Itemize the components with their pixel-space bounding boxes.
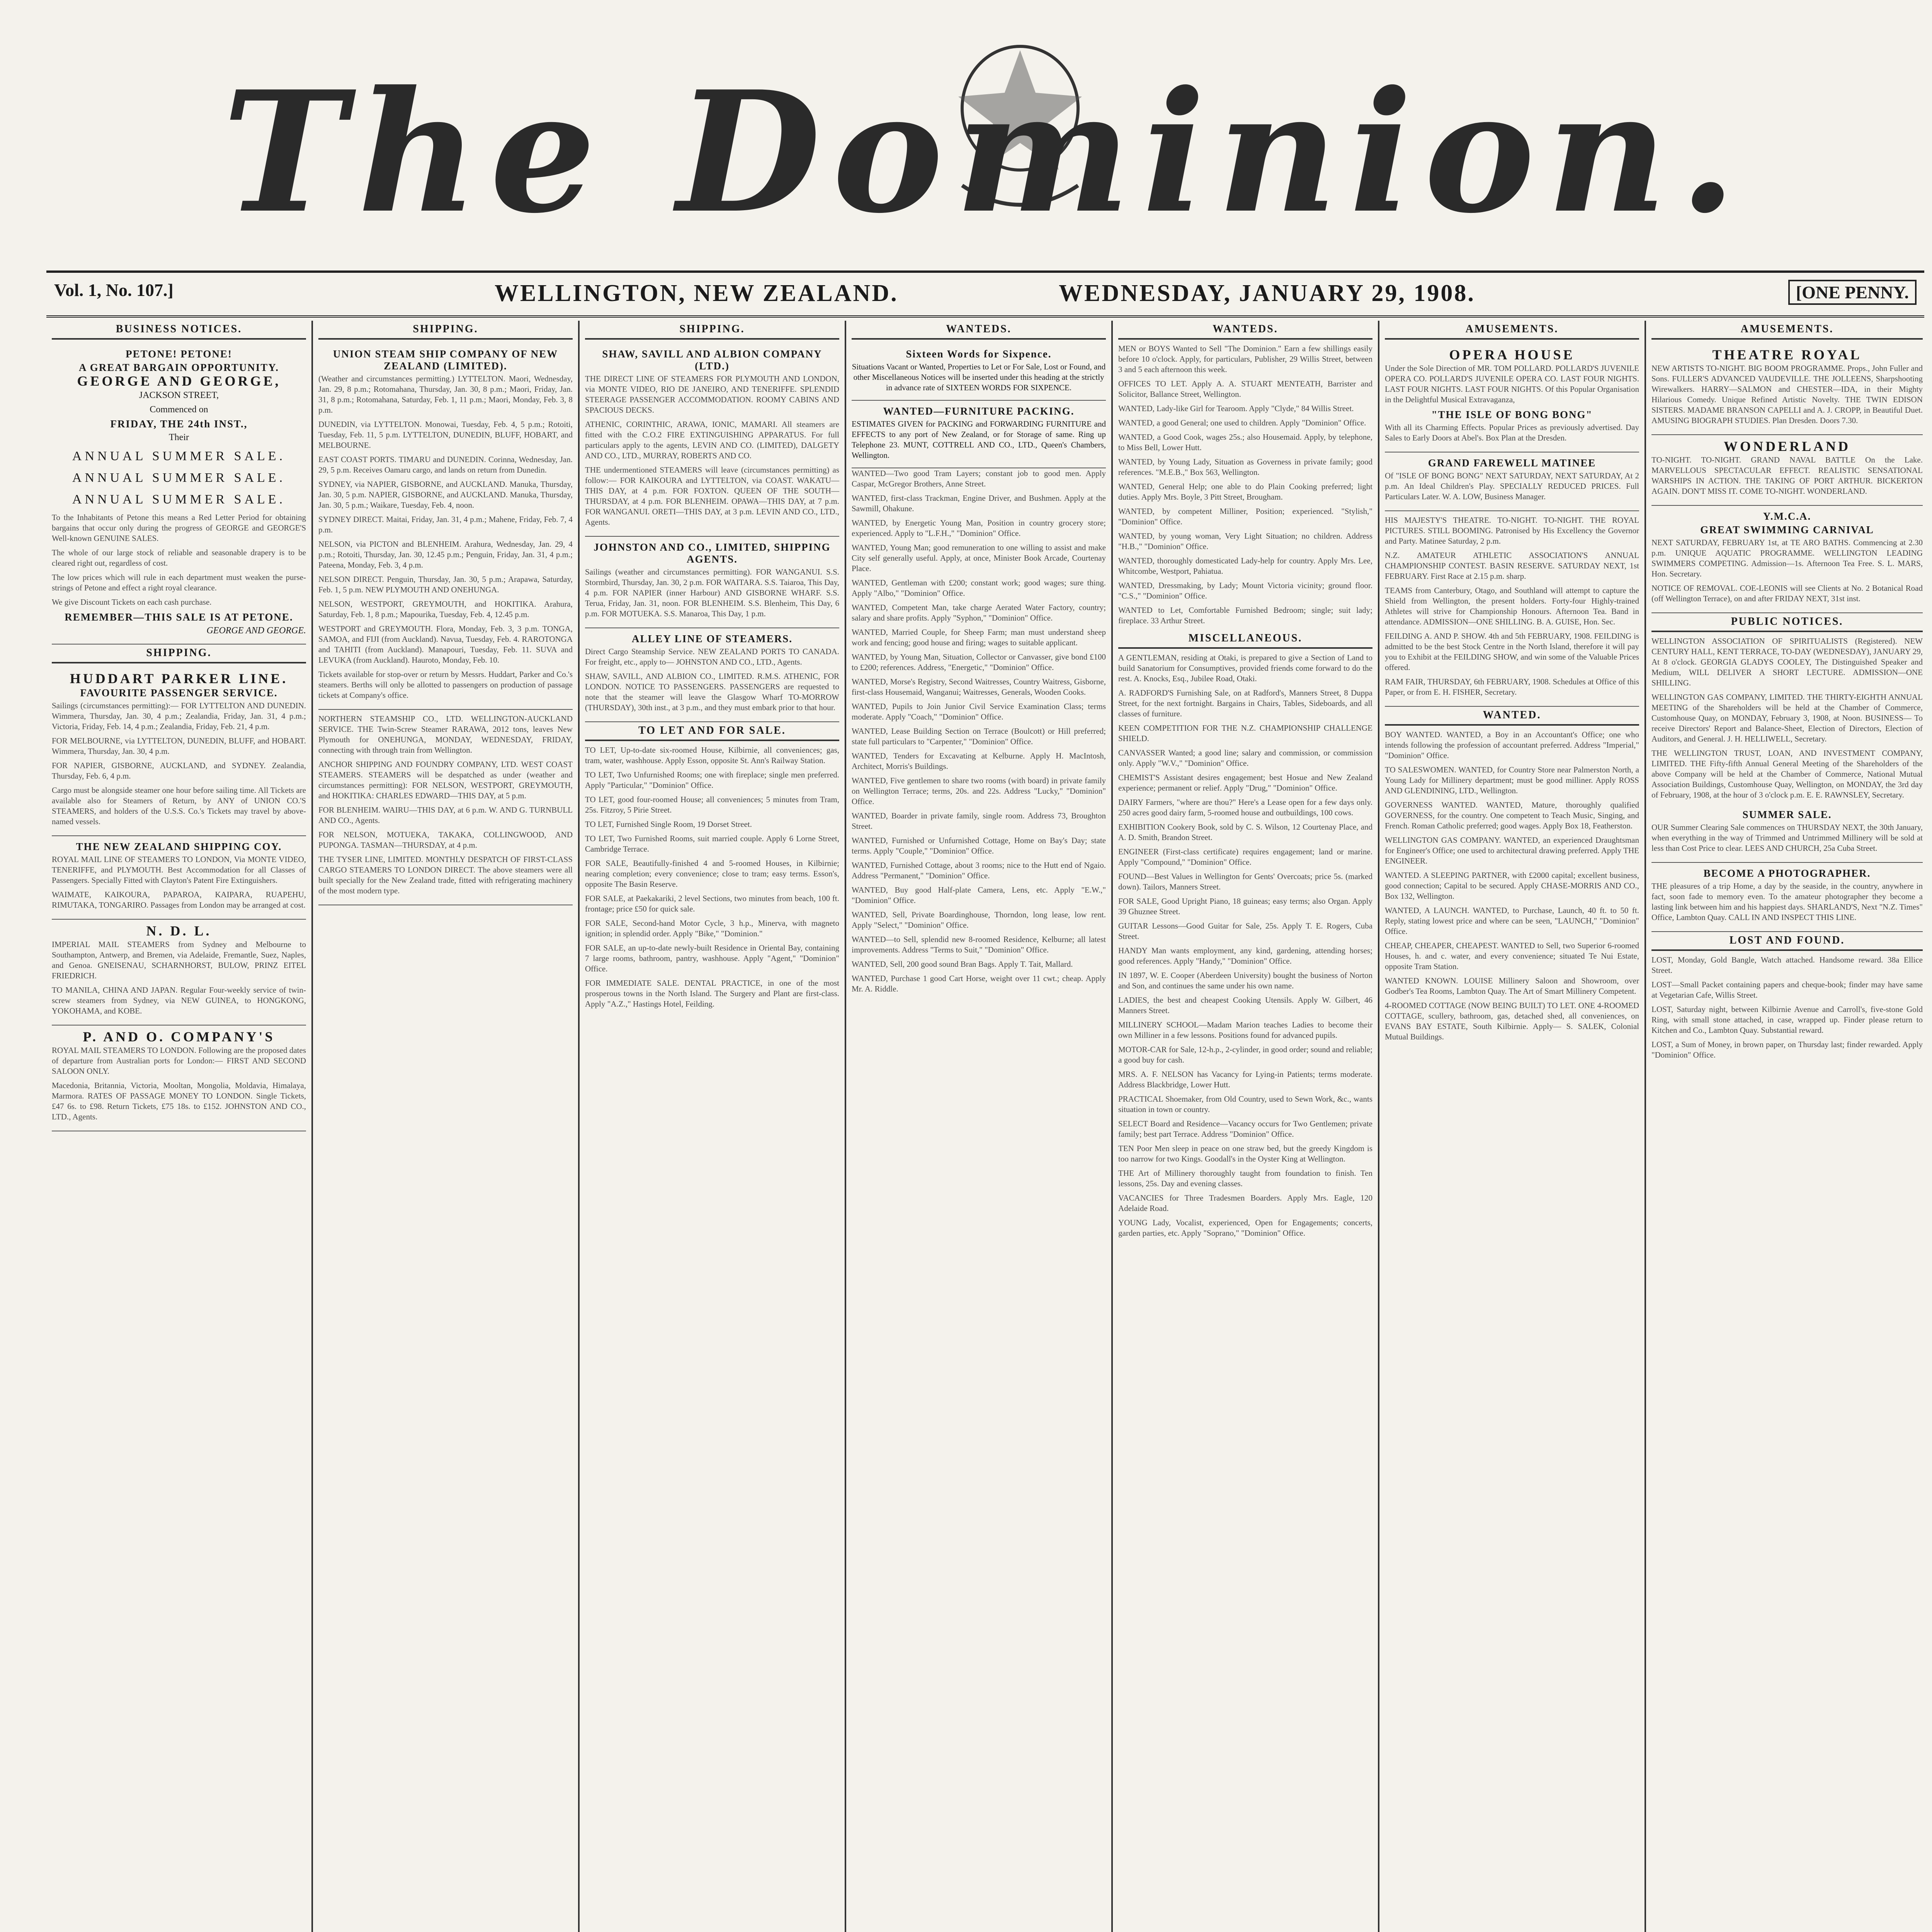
ndl-title: N. D. L. <box>146 923 212 939</box>
furniture-packing-heading: WANTED—FURNITURE PACKING. <box>883 405 1075 417</box>
johnston-title: JOHNSTON AND CO., LIMITED, SHIPPING AGENTS. <box>594 541 831 565</box>
ymca-text: NEXT SATURDAY, FEBRUARY 1st, at TE ARO BATHS. Commencing at 2.30 p.m. UNIQUE AQUATIC PROGRAMME. WELLINGTON LEADING SWIMMERS COMPETING. Admission—1s. Afternoon Tea Free. S. L. MARS, Hon. Secretary. NOTICE OF REMOVAL. COE-LEONIS will see Clients at No. 2 Botanical Road (off Wellington Terrace), on and after FRIDAY NEXT, 31st inst. <box>1651 538 1923 603</box>
summer-sale-col7-advert <box>1651 804 1923 863</box>
george-title: GEORGE AND GEORGE, <box>77 373 281 389</box>
opera-house-title: OPERA HOUSE <box>1449 347 1575 362</box>
to-let-listings: TO LET, Up-to-date six-roomed House, Kilbirnie, all conveniences; gas, tram, water, washhouse. Apply Esson, opposite St. Ann's Railway Station. TO LET, Two Unfurnished Rooms; one with fireplace; single men preferred. Apply "Particular," "Dominion" Office. TO LET, good four-roomed House; all conveniences; 5 minutes from Tram, 25s. Fitzroy, 5 Pirie Street. TO LET, Furnished Single Room, 19 Dorset Street. TO LET, Two Furnished Rooms, suit married couple. Apply 6 Lorne Street, Cambridge Terrace. FOR SALE, Beautifully-finished 4 and 5-roomed Houses, in Kilbirnie; nearing completion; every convenience; close to tram; easy terms. Esson's, opposite The Basin Reserve. FOR SALE, at Paekakariki, 2 level Sections, two minutes from beach, 100 ft. frontage; price £50 for quick sale. FOR SALE, Second-hand Motor Cycle, 3 h.p., Minerva, with magneto ignition; in splendid order. Apply "Bike," "Dominion." FOR SALE, an up-to-date newly-built Residence in Oriental Bay, containing 7 large rooms, bathroom, pantry, washhouse. Apply "Agent," "Dominion" Office. FOR IMMEDIATE SALE. DENTAL PRACTICE, in one of the most prosperous towns in the North Island. The Surgery and Plant are first-class. Apply "A.Z.," Hastings Hotel, Feilding. <box>585 745 839 1009</box>
huddart-title: HUDDART PARKER LINE. <box>70 671 288 686</box>
johnston-advert <box>585 537 839 628</box>
grand-farewell-title: GRAND FAREWELL MATINEE <box>1428 457 1596 469</box>
photographer-advert <box>1651 863 1923 932</box>
remember-line: REMEMBER—THIS SALE IS AT PETONE. <box>65 611 293 623</box>
alley-title: ALLEY LINE OF STEAMERS. <box>631 633 793 645</box>
advert-body-text: To the Inhabitants of Petone this means a Red Letter Period for obtaining bargains that occur only during the progress of GEORGE and GEORGE'S Well-known GENUINE SALES. The whole of our large stock of reliable and seasonable drapery is to be cleared right out, regardless of cost. The low prices which will rule in each department must weaken the purse-strings of Petone and effect a right royal clearance. We give Discount Tickets on each cash purchase. <box>52 513 306 607</box>
union-sailings-text: (Weather and circumstances permitting.) LYTTELTON. Maori, Wednesday, Jan. 29, 8 p.m.; Rotomahana, Thursday, Jan. 30, 8 p.m.; Maori, Friday, Jan. 31, 8 p.m.; Rotomahana, Saturday, Feb. 1, 11 p.m.; Maori, Monday, Feb. 3, 8 p.m. DUNEDIN, via LYTTELTON. Monowai, Tuesday, Feb. 4, 5 p.m.; Rotoiti, Tuesday, Feb. 11, 5 p.m. LYTTELTON, DUNEDIN, BLUFF, HOBART, and MELBOURNE. EAST COAST PORTS. TIMARU and DUNEDIN. Corinna, Wednesday, Jan. 29, 5 p.m. Receives Oamaru cargo, and lands on return from Dunedin. SYDNEY, via NAPIER, GISBORNE, and AUCKLAND. Manuka, Thursday, Jan. 30, 5 p.m. NAPIER, GISBORNE, and AUCKLAND. Manuka, Thursday, Jan. 30, 5 p.m.; Waikare, Tuesday, Feb. 4, noon. SYDNEY DIRECT. Maitai, Friday, Jan. 31, 4 p.m.; Mahene, Friday, Feb. 7, 4 p.m. NELSON, via PICTON and BLENHEIM. Arahura, Wednesday, Jan. 29, 4 p.m.; Rotoiti, Thursday, Jan. 30, 12.45 p.m.; Penguin, Friday, Jan. 31, 4 p.m.; Pateena, Monday, Feb. 3, 4 p.m. NELSON DIRECT. Penguin, Thursday, Jan. 30, 5 p.m.; Arapawa, Saturday, Feb. 1, 5 p.m. NEW PLYMOUTH AND ONEHUNGA. NELSON, WESTPORT, GREYMOUTH, and HOKITIKA. Arahura, Saturday, Feb. 1, 8 p.m.; Mapourika, Tuesday, Feb. 4, 12.45 p.m. WESTPORT and GREYMOUTH. Flora, Monday, Feb. 3, 3 p.m. TONGA, SAMOA, and FIJI (from Auckland). Navua, Tuesday, Feb. 4. RAROTONGA and TAHITI (from Auckland). Manapouri, Tuesday, Feb. 11. SUVA and LEVUKA (from Auckland). Hauroto, Monday, Feb. 10. Tickets available for stop-over or return by Messrs. Huddart, Parker and Co.'s steamers. Berths will only be allotted to passengers on production of passage tickets at Company's office. <box>318 374 573 700</box>
george-date: FRIDAY, THE 24th INST., <box>110 418 248 430</box>
grand-farewell-advert <box>1385 452 1639 511</box>
isle-bong-line: "THE ISLE OF BONG BONG" <box>1431 409 1593 420</box>
masthead <box>46 23 1924 263</box>
george-signature: GEORGE AND GEORGE. <box>206 626 306 636</box>
summer-sale-col7-title: SUMMER SALE. <box>1742 809 1832 820</box>
public-notices-heading: PUBLIC NOTICES. <box>1651 613 1923 632</box>
shaw-savill-advert <box>585 344 839 537</box>
column-business-notices <box>46 321 313 1932</box>
pando-title: P. AND O. COMPANY'S <box>83 1029 275 1044</box>
wonderland-text: TO-NIGHT. TO-NIGHT. GRAND NAVAL BATTLE On the Lake. MARVELLOUS SPECTACULAR EFFECT. REALISTIC SENSATIONAL WARSHIPS IN ACTION. THE TAKING OF PORT ARTHUR. BICKERTON AGAIN. DON'T MISS IT. COME TO-NIGHT. WONDERLAND. <box>1651 455 1923 496</box>
column-heading: AMUSEMENTS. <box>1651 321 1923 340</box>
column-wanteds-2 <box>1113 321 1379 1932</box>
issue-date: WEDNESDAY, JANUARY 29, 1908. <box>1059 280 1475 306</box>
summer-sale-line-3: ANNUAL SUMMER SALE. <box>72 492 286 507</box>
wanted-col6-listings: BOY WANTED. WANTED, a Boy in an Accountant's Office; one who intends following the profession of accountant preferred. Address "Imperial," "Dominion" Office. TO SALESWOMEN. WANTED, for Country Store near Palmerston North, a Young Lady for Millinery department; must be good milliner. Apply ROSS AND GLENDINING, LTD., Wellington. GOVERNESS WANTED. WANTED, Mature, thoroughly qualified GOVERNESS, for the country. One competent to Teach Music, Singing, and French. Roman Catholic preferred; good wages. Apply Box 18, Featherston. WELLINGTON GAS COMPANY. WANTED, an experienced Draughtsman for Engineer's Office; one used to architectural drawing preferred. Apply THE ENGINEER. WANTED. A SLEEPING PARTNER, with £2000 capital; excellent business, good connection; Capital to be secured. Apply CHASE-MORRIS AND CO., Box 132, Wellington. WANTED, A LAUNCH. WANTED, to Purchase, Launch, 40 ft. to 50 ft. Reply, stating lowest price and where can be seen, "LAUNCH," "Dominion" Office. CHEAP, CHEAPER, CHEAPEST. WANTED to Sell, two Superior 6-roomed Houses, h. and c. water, and every convenience; situated Te Nui Estate, opposite Tram Station. WANTED KNOWN. LOUISE Millinery Saloon and Showroom, over Godber's Tea Rooms, Lambton Quay. The Art of Smart Millinery Competent. 4-ROOMED COTTAGE (NOW BEING BUILT) TO LET. ONE 4-ROOMED COTTAGE, scullery, bathroom, gas, detached shed, all conveniences, on EVANS BAY ESTATE, South Kilbirnie. Apply— S. SALEK, Colonial Mutual Buildings. <box>1385 730 1639 1041</box>
union-steam-ship-advert <box>318 344 573 710</box>
furniture-packing-advert <box>852 401 1106 468</box>
nz-shipping-advert <box>52 836 306 920</box>
wanted-rates-text: Situations Vacant or Wanted, Properties to Let or For Sale, Lost or Found, and other Miscellaneous Notices will be inserted under this heading at the strictly in advance rate of SIXTEEN WORDS FOR SIXPENCE. <box>852 362 1106 392</box>
ndl-advert <box>52 920 306 1026</box>
lost-found-text: LOST, Monday, Gold Bangle, Watch attached. Handsome reward. 38a Ellice Street. LOST—Small Packet containing papers and cheque-book; finder may have same at Vegetarian Cafe, Willis Street. LOST, Saturday night, between Kilbirnie Avenue and Carroll's, five-stone Gold Ring, with small stone attached, in case, wrapped up. Finder please return to Kitchen and Co., Lambton Quay. Substantial reward. LOST, a Sum of Money, in brown paper, on Thursday last; finder rewarded. Apply "Dominion" Office. <box>1651 955 1923 1060</box>
ndl-text: IMPERIAL MAIL STEAMERS from Sydney and Melbourne to Southampton, Antwerp, and Bremen, via Adelaide, Fremantle, Suez, Naples, and Genoa. GNEISENAU, SCHARNHORST, BULOW, PRINZ EITEL FRIEDRICH. TO MANILA, CHINA AND JAPAN. Regular Four-weekly service of twin-screw steamers from Sydney, via NEW GUINEA, to HONGKONG, YOKOHAMA, and KOBE. <box>52 940 306 1015</box>
pando-text: ROYAL MAIL STEAMERS TO LONDON. Following are the proposed dates of departure from Australian ports for London:— FIRST AND SECOND SALOON ONLY. Macedonia, Britannia, Victoria, Mooltan, Mongolia, Moldavia, Himalaya, Marmora. RATES OF PASSAGE MONEY TO LONDON. Single Tickets, £47 6s. to £98. Return Tickets, £75 18s. to £152. JOHNSTON AND CO., LTD., Agents. <box>52 1046 306 1121</box>
opera-house-text-2: With all its Charming Effects. Popular Prices as previously advertised. Day Sales to Early Doors at Abel's. Box Plan at the Dresden. <box>1385 423 1639 442</box>
photographer-title: BECOME A PHOTOGRAPHER. <box>1703 867 1871 879</box>
huddart-sailings-text: Sailings (circumstances permitting):— FOR LYTTELTON AND DUNEDIN. Wimmera, Thursday, Jan. 30, 4 p.m.; Zealandia, Friday, Jan. 31, 4 p.m.; Victoria, Friday, Feb. 14, 4 p.m.; Zealandia, Friday, Feb. 21, 4 p.m. FOR MELBOURNE, via LYTTELTON, DUNEDIN, BLUFF, and HOBART. Wimmera, Thursday, Jan. 30, 4 p.m. FOR NAPIER, GISBORNE, AUCKLAND, and SYDNEY. Zealandia, Thursday, Feb. 6, 4 p.m. Cargo must be alongside steamer one hour before sailing time. All Tickets are available also for Steamers of Return, by ANY of UNION CO.'S STEAMERS, and holders of the U.S.S. Co.'s Tickets may travel by above-named vessels. <box>52 701 306 826</box>
alley-line-advert <box>585 628 839 722</box>
furniture-packing-text: ESTIMATES GIVEN for PACKING and FORWARDING FURNITURE and EFFECTS to any port of New Zealand, or for Storage of same. Ring up Telephone 23. MUNT, COTTRELL AND CO., LTD., Queen's Chambers, Wellington. <box>852 419 1106 460</box>
george-and-george-advert <box>52 344 306 645</box>
theatre-royal-text: NEW ARTISTS TO-NIGHT. BIG BOOM PROGRAMME. Props., John Fuller and Sons. FULLER'S ADVANCED VAUDEVILLE. THE JOLLEENS, Sharpshooting Wirewalkers. HARRY—SALMON and CHESTER—IDA, in their Mighty Hilarious Comedy. Unique Refined Artistic Novelty. THE TWIN EDISON SISTERS. MADAME BRANSON CAPELLI and A. J. CROPP, in Beautiful Duet. AMUSING BIOGRAPH STUDIES. Plan Dresden. Doors 7.30. <box>1651 364 1923 425</box>
photographer-text: THE pleasures of a trip Home, a day by the seaside, in the country, anywhere in fact, soon fade to memory even. To the amateur photographer they become a lasting link between him and his happiest days. SHARLAND'S, Next "N.Z. Times" Office, Lambton Quay. CALL IN AND INSPECT THIS LINE. <box>1651 881 1923 922</box>
column-heading: WANTEDS. <box>1118 321 1372 340</box>
ymca-title: Y.M.C.A. <box>1763 510 1811 522</box>
ymca-advert <box>1651 506 1923 613</box>
volume-number: Vol. 1, No. 107.] <box>54 280 173 300</box>
dateline <box>46 270 1924 318</box>
grand-farewell-text: Of "ISLE OF BONG BONG" NEXT SATURDAY, NEXT SATURDAY, At 2 p.m. An Ideal Children's Play. SPECIALLY REDUCED PRICES. Full Particulars Later. W. A. LOW, Business Manager. <box>1385 471 1639 501</box>
place-of-publication: WELLINGTON, NEW ZEALAND. <box>495 280 898 306</box>
northern-steamship-text: NORTHERN STEAMSHIP CO., LTD. WELLINGTON-AUCKLAND SERVICE. THE Twin-Screw Steamer RARAWA, 2012 tons, leaves New Plymouth for ONEHUNGA, MONDAY, WEDNESDAY, FRIDAY, connecting with through train from Wellington. ANCHOR SHIPPING AND FOUNDRY COMPANY, LTD. WEST COAST STEAMERS. STEAMERS will be despatched as under (weather and circumstances permitting): FOR NELSON, WESTPORT, GREYMOUTH, and HOKITIKA: CHARLES EDWARD—THIS DAY, at 5 p.m. FOR BLENHEIM. WAIRU—THIS DAY, at 6 p.m. W. AND G. TURNBULL AND CO., Agents. FOR NELSON, MOTUEKA, TAKAKA, COLLINGWOOD, AND PUPONGA. TASMAN—THURSDAY, at 4 p.m. THE TYSER LINE, LIMITED. MONTHLY DESPATCH OF FIRST-CLASS CARGO STEAMERS TO LONDON DIRECT. The above steamers were all built specially for the New Zealand trade, fitted with refrigerating machinery of the most modern type. <box>318 714 573 895</box>
public-notices-text: WELLINGTON ASSOCIATION OF SPIRITUALISTS (Registered). NEW CENTURY HALL, KENT TERRACE, TO-DAY (WEDNESDAY), JANUARY 29, At 8 o'clock. GEORGIA GLADYS COOLEY, The Distinguished Speaker and Medium, WILL DELIVER A SHORT LECTURE. ADMISSION—ONE SHILLING. WELLINGTON GAS COMPANY, LIMITED. THE THIRTY-EIGHTH ANNUAL MEETING of the Shareholders will be held at the Chamber of Commerce, Customhouse Quay, on MONDAY, February 3, 1908, at Noon. BUSINESS— To receive Directors' Report and Balance-Sheet, Election of Directors, Election of Auditors, and General. J. H. HELLIWELL, Secretary. THE WELLINGTON TRUST, LOAN, AND INVESTMENT COMPANY, LIMITED. THE Fifty-fifth Annual General Meeting of the Shareholders of the above Company will be held at the Chamber of Commerce, National Mutual Association Buildings, Customhouse Quay, Wellington, on MONDAY, the 3rd day of February, 1908, at the hour of 3 o'clock p.m. E. E. RAWNSLEY, Secretary. <box>1651 636 1923 799</box>
column-shipping-1 <box>313 321 580 1932</box>
column-heading: AMUSEMENTS. <box>1385 321 1639 340</box>
issue-price: [ONE PENNY. <box>1788 280 1917 305</box>
to-let-heading: TO LET AND FOR SALE. <box>585 722 839 741</box>
alley-text: Direct Cargo Steamship Service. NEW ZEALAND PORTS TO CANADA. For freight, etc., apply to— JOHNSTON AND CO., LTD., Agents. SHAW, SAVILL, AND ALBION CO., LIMITED. R.M.S. ATHENIC, FOR LONDON. NOTICE TO PASSENGERS. PASSENGERS are requested to note that the steamer will leave the Glasgow Wharf TO-MORROW (THURSDAY), 30th inst., at 3 p.m., and they must embark prior to that hour. <box>585 647 839 712</box>
wanted-rates-notice <box>852 344 1106 401</box>
wanted-listings-1: WANTED—Two good Tram Layers; constant job to good men. Apply Caspar, McGregor Brothers, Anne Street. WANTED, first-class Trackman, Engine Driver, and Bushmen. Apply at the Sawmill, Ohakune. WANTED, by Energetic Young Man, Position in country grocery store; experienced. Apply to "L.F.H.," "Dominion" Office. WANTED, Young Man; good remuneration to one willing to assist and make City self generally useful. Apply, at once, Minister Book Arcade, Courtenay Place. WANTED, Gentleman with £200; constant work; good wages; sure thing. Apply "Albo," "Dominion" Office. WANTED, Competent Man, take charge Aerated Water Factory, country; salary and share profits. Apply "Syphon," "Dominion" Office. WANTED, Married Couple, for Sheep Farm; man must understand sheep work and fencing; good house and firing; wages to suitable applicant. WANTED, by Young Man, Situation, Collector or Canvasser, give bond £100 to £200; references. Address, "Energetic," "Dominion" Office. WANTED, Morse's Registry, Second Waitresses, Country Waitress, Gisborne, first-class Housemaid, Wanganui; Waitresses, Generals, Wooden Cooks. WANTED, Pupils to Join Junior Civil Service Examination Class; terms moderate. Apply "Coach," "Dominion" Office. WANTED, Lease Building Section on Terrace (Boulcott) or Hill preferred; state full particulars to "Carpenter," "Dominion" Office. WANTED, Tenders for Excavating at Kelburne. Apply H. MacIntosh, Architect, Morris's Buildings. WANTED, Five gentlemen to share two rooms (with board) in private family on Wellington Terrace; terms, 20s. and 22s. Address "Lucky," "Dominion" Office. WANTED, Boarder in private family, single room. Address 73, Broughton Street. WANTED, Furnished or Unfurnished Cottage, Home on Bay's Day; state terms. Apply "Couple," "Dominion" Office. WANTED, Furnished Cottage, about 3 rooms; nice to the Hutt end of Ngaio. Address "Permanent," "Dominion" Office. WANTED, Buy good Half-plate Camera, Lens, etc. Apply "E.W.," "Dominion" Office. WANTED, Sell, Private Boardinghouse, Thorndon, long lease, low rent. Apply "Select," "Dominion" Office. WANTED—to Sell, splendid new 8-roomed Residence, Kelburne; all latest improvements. Address "Terms to Suit," "Dominion" Office. WANTED, Sell, 200 good sound Bran Bags. Apply T. Tait, Mallard. WANTED, Purchase 1 good Cart Horse, weight over 11 cwt.; cheap. Apply Mr. A. Riddle. <box>852 469 1106 993</box>
union-title: UNION STEAM SHIP COMPANY OF NEW ZEALAND (LIMITED). <box>333 348 558 372</box>
wanted-rates-heading: Sixteen Words for Sixpence. <box>906 348 1052 360</box>
huddart-subtitle: FAVOURITE PASSENGER SERVICE. <box>80 687 278 699</box>
summer-sale-col7-text: OUR Summer Clearing Sale commences on THURSDAY NEXT, the 30th January, when everything in the way of Trimmed and Untrimmed Millinery will be sold at less than Cost Price to clear. LEES AND CHURCH, 25a Cuba Street. <box>1651 823 1923 853</box>
newspaper-title: The Dominion. <box>222 55 1748 250</box>
opera-house-text: Under the Sole Direction of MR. TOM POLLARD. POLLARD'S JUVENILE OPERA CO. POLLARD'S JUVENILE OPERA CO. LAST FOUR NIGHTS. LAST FOUR NIGHTS. LAST FOUR NIGHTS. Of this Popular Organisation in the Delightful Musical Extravaganza, <box>1385 364 1639 404</box>
majestys-theatre-advert <box>1385 511 1639 707</box>
pando-advert <box>52 1026 306 1131</box>
petone-heading: PETONE! PETONE! <box>126 348 232 360</box>
wanted-heading: WANTED. <box>1385 707 1639 726</box>
column-shipping-2 <box>580 321 846 1932</box>
theatre-royal-title: THEATRE ROYAL <box>1712 347 1862 362</box>
nz-shipping-title: THE NEW ZEALAND SHIPPING COY. <box>76 841 282 852</box>
theatre-royal-advert <box>1651 344 1923 435</box>
johnston-text: Sailings (weather and circumstances permitting). FOR WANGANUI. S.S. Stormbird, Thursday, Jan. 30, 2 p.m. FOR WAITARA. S.S. Taiaroa, This Day, 4 p.m. FOR NAPIER (inner Harbour) AND GISBORNE WHARF. S.S. Terua, Friday, Jan. 31, noon. FOR BLENHEIM. S.S. Blenheim, This Day, 6 p.m. FOR MOTUEKA. S.S. Manaroa, This Day, 1 p.m. <box>585 567 839 618</box>
george-street: JACKSON STREET, <box>139 390 219 400</box>
summer-sale-line: ANNUAL SUMMER SALE. <box>72 449 286 463</box>
northern-steamship-advert <box>318 710 573 905</box>
wonderland-title: WONDERLAND <box>1723 439 1850 454</box>
shaw-text: THE DIRECT LINE OF STEAMERS FOR PLYMOUTH AND LONDON, via MONTE VIDEO, RIO DE JANEIRO, AND TENERIFFE. SPLENDID STEERAGE PASSENGER ACCOMMODATION. ROOMY CABINS AND SPACIOUS DECKS. ATHENIC, CORINTHIC, ARAWA, IONIC, MAMARI. All steamers are fitted with the C.O.2 FIRE EXTINGUISHING APPARATUS. For full particulars apply to the agents, LEVIN AND CO. (LIMITED), DALGETY AND CO., LTD., MURRAY, ROBERTS AND CO. THE undermentioned STEAMERS will leave (circumstances permitting) as follow:— FOR KAIKOURA and LYTTELTON, via COAST. WAKATU—THIS DAY, at 4 p.m. FOR FOXTON. QUEEN OF THE SOUTH—THURSDAY, at 4 p.m. FOR BLENHEIM. OPAWA—THIS DAY, at 7 p.m. FOR WANGANUI. ORETI—THIS DAY, at 3 p.m. LEVIN AND CO., LTD., Agents. <box>585 374 839 527</box>
miscellaneous-heading: MISCELLANEOUS. <box>1118 630 1372 649</box>
wonderland-advert <box>1651 435 1923 506</box>
shaw-title: SHAW, SAVILL AND ALBION COMPANY (LTD.) <box>602 348 822 372</box>
opera-house-advert <box>1385 344 1639 452</box>
summer-sale-line-2: ANNUAL SUMMER SALE. <box>72 471 286 485</box>
majestys-theatre-text: HIS MAJESTY'S THEATRE. TO-NIGHT. TO-NIGHT. THE ROYAL PICTURES. STILL BOOMING. Patronised by His Excellency the Governor and Party. Matinee Saturday, 2 p.m. N.Z. AMATEUR ATHLETIC ASSOCIATION'S ANNUAL CHAMPIONSHIP CONTEST. BASIN RESERVE. SATURDAY NEXT, 1st FEBRUARY. First Race at 2.15 p.m. sharp. TEAMS from Canterbury, Otago, and Southland will attempt to capture the Shield from Wellington, the present holders. Forty-four Highly-trained Athletes will strive for Championship Honours. Afternoon Tea. Band in attendance. ADMISSION—ONE SHILLING. B. A. GUISE, Hon. Sec. FEILDING A. AND P. SHOW. 4th and 5th FEBRUARY, 1908. FEILDING is admitted to be the best Stock Centre in the North Island, therefore it will pay you to Exhibit at the FEILDING SHOW, and win some of the Valuable Prices offered. RAM FAIR, THURSDAY, 6th FEBRUARY, 1908. Schedules at Office of this Paper, or from E. H. FISHER, Secretary. <box>1385 515 1639 697</box>
huddart-parker-advert <box>52 667 306 836</box>
column-heading-shipping: SHIPPING. <box>52 645 306 663</box>
lost-found-heading: LOST AND FOUND. <box>1651 932 1923 951</box>
column-heading: BUSINESS NOTICES. <box>52 321 306 340</box>
swimming-carnival-title: GREAT SWIMMING CARNIVAL <box>1700 524 1874 536</box>
column-amusements-2 <box>1646 321 1928 1932</box>
column-heading: SHIPPING. <box>318 321 573 340</box>
column-wanteds-1 <box>846 321 1113 1932</box>
column-heading: SHIPPING. <box>585 321 839 340</box>
bargain-heading: A GREAT BARGAIN OPPORTUNITY. <box>78 362 279 373</box>
column-heading: WANTEDS. <box>852 321 1106 340</box>
george-their: Their <box>169 432 189 442</box>
miscellaneous-listings: A GENTLEMAN, residing at Otaki, is prepared to give a Section of Land to build Sanatorium for Consumptives, provided friends come forward to do the rest. A. Knocks, Esq., Jubilee Road, Otaki. A. RADFORD'S Furnishing Sale, on at Radford's, Manners Street, 8 Duppa Street, for the next fortnight. Bargains in Chairs, Tables, Sideboards, and all classes of furniture. KEEN COMPETITION FOR THE N.Z. CHAMPIONSHIP CHALLENGE SHIELD. CANVASSER Wanted; a good line; salary and commission, or commission only. Apply "W.V.," "Dominion" Office. CHEMIST'S Assistant desires engagement; best Hosue and New Zealand experience; permanent or relief. Apply "Drug," "Dominion" Office. DAIRY Farmers, "where are thou?" Here's a Lease open for a few days only. 250 acres good dairy farm, 5-roomed house and outbuildings, 100 cows. EXHIBITION Cookery Book, sold by C. S. Wilson, 12 Courtenay Place, and A. D. Smith, Brandon Street. ENGINEER (First-class certificate) requires engagement; land or marine. Apply "Compound," "Dominion" Office. FOUND—Best Values in Wellington for Gents' Overcoats; price 5s. (marked down). Tailors, Manners Street. FOR SALE, Good Upright Piano, 18 guineas; easy terms; also Organ. Apply 39 Ghuznee Street. GUITAR Lessons—Good Guitar for Sale, 25s. Apply T. E. Rogers, Cuba Street. HANDY Man wants employment, any kind, gardening, attending horses; good references. Apply "Handy," "Dominion" Office. IN 1897, W. E. Cooper (Aberdeen University) bought the business of Norton and Son, and continues the same under his own name. LADIES, the best and cheapest Cooking Utensils. Apply W. Gilbert, 46 Manners Street. MILLINERY SCHOOL—Madam Marion teaches Ladies to become their own Milliner in a few lessons. Positions found for advanced pupils. MOTOR-CAR for Sale, 12-h.p., 2-cylinder, in good order; sound and reliable; a good buy for cash. MRS. A. F. NELSON has Vacancy for Lying-in Patients; terms moderate. Address Blackbridge, Lower Hutt. PRACTICAL Shoemaker, from Old Country, used to Sewn Work, &c., wants situation in town or country. SELECT Board and Residence—Vacancy occurs for Two Gentlemen; private family; best part Terrace. Address "Dominion" Office. TEN Poor Men sleep in peace on one straw bed, but the greedy Kingdom is too narrow for two Kings. Goodall's in the Oyster King at Wellington. THE Art of Millinery thoroughly taught from foundation to finish. Ten lessons, 25s. Day and evening classes. VACANCIES for Three Tradesmen Boarders. Apply Mrs. Eagle, 120 Adelaide Road. YOUNG Lady, Vocalist, experienced, Open for Engagements; concerts, garden parties, etc. Apply "Soprano," "Dominion" Office. <box>1118 653 1372 1238</box>
george-commenced: Commenced on <box>150 405 208 415</box>
wanted-listings-2: MEN or BOYS Wanted to Sell "The Dominion." Earn a few shillings easily before 10 o'clock. Apply, for particulars, Publisher, 29 Willis Street, between 3 and 5 each afternoon this week. OFFICES TO LET. Apply A. A. STUART MENTEATH, Barrister and Solicitor, Ballance Street, Wellington. WANTED, Lady-like Girl for Tearoom. Apply "Clyde," 84 Willis Street. WANTED, a good General; one used to children. Apply "Dominion" Office. WANTED, a Good Cook, wages 25s.; also Housemaid. Apply, by telephone, to Miss Bell, Lower Hutt. WANTED, by Young Lady, Situation as Governess in private family; good references. "M.E.B.," Box 563, Wellington. WANTED, General Help; one able to do Plain Cooking preferred; light duties. Apply Mrs. Boyle, 3 Pitt Street, Brougham. WANTED, by competent Milliner, Position; experienced. "Stylish," "Dominion" Office. WANTED, by young woman, Very Light Situation; no children. Address "H.B.," "Dominion" Office. WANTED, thoroughly domesticated Lady-help for country. Apply Mrs. Lee, Whitcombe, Westport, Pahiatua. WANTED, Dressmaking, by Lady; Mount Victoria vicinity; ground floor. "C.S.," "Dominion" Office. WANTED to Let, Comfortable Furnished Bedroom; single; suit lady; fireplace. 33 Arthur Street. <box>1118 344 1372 625</box>
column-amusements-1 <box>1379 321 1646 1932</box>
nz-shipping-text: ROYAL MAIL LINE OF STEAMERS TO LONDON, Via MONTE VIDEO, TENERIFFE, and PLYMOUTH. Best Accommodation for all Classes of Passengers. Specially Fitted with Clayton's Patent Fire Extinguishers. WAIMATE, KAIKOURA, PAPAROA, KAIPARA, RUAPEHU, RIMUTAKA, TONGARIRO. Passages from London may be arranged at cost. <box>52 855 306 910</box>
